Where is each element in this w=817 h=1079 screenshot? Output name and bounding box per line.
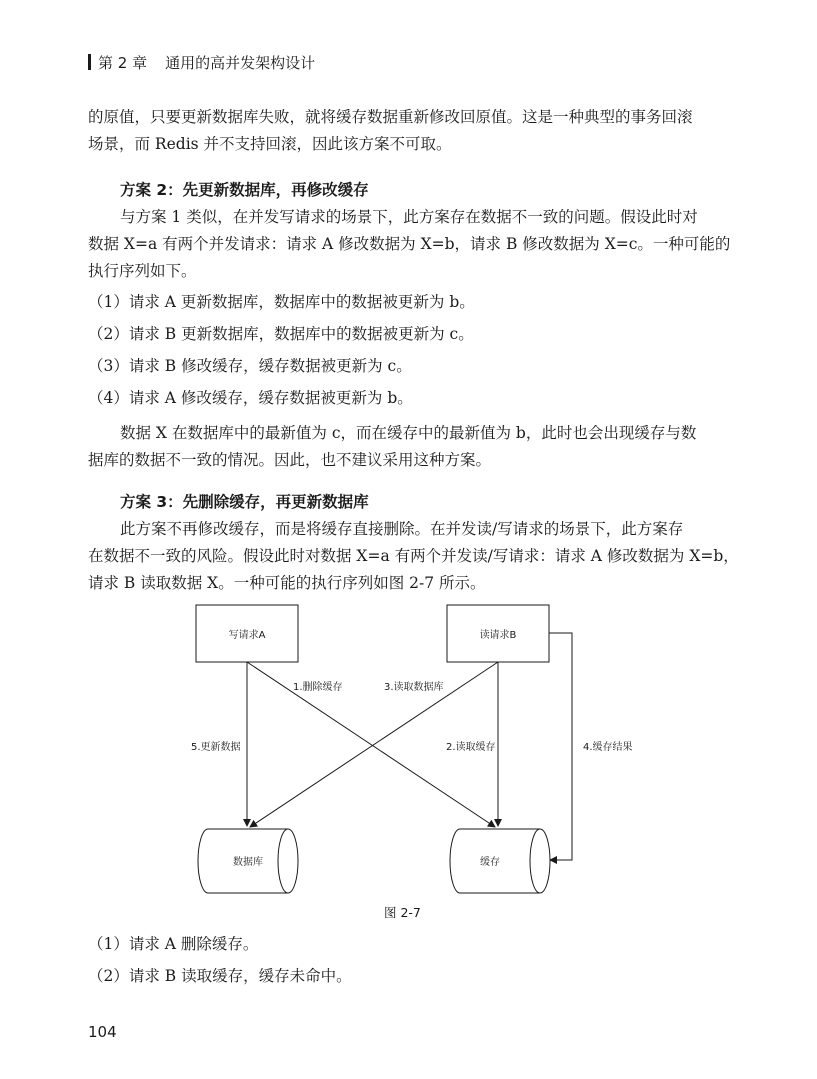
paragraph-line: 此方案不再修改缓存，而是将缓存直接删除。在并发读/写请求的场景下，此方案存 <box>120 520 684 538</box>
write-request-node <box>196 605 298 662</box>
paragraph-line: 与方案 1 类似，在并发写请求的场景下，此方案存在数据不一致的问题。假设此时对 <box>120 208 698 226</box>
list-item: （1）请求 A 更新数据库，数据库中的数据被更新为 b。 <box>88 293 475 311</box>
read-request-node <box>447 605 549 662</box>
paragraph-line: 场景，而 Redis 并不支持回滚，因此该方案不可取。 <box>88 135 452 153</box>
figure-caption: 图 2-7 <box>384 905 421 920</box>
list-item: （4）请求 A 修改缓存，缓存数据被更新为 b。 <box>88 389 413 407</box>
list-item: （2）请求 B 读取缓存，缓存未命中。 <box>88 967 352 985</box>
write-request-label: 写请求A <box>228 630 266 641</box>
database-label: 数据库 <box>233 857 263 868</box>
list-item: （1）请求 A 删除缓存。 <box>88 935 259 953</box>
paragraph-line: 数据 X 在数据库中的最新值为 c，而在缓存中的最新值为 b，此时也会出现缓存与数 <box>120 424 697 442</box>
chapter-number: 第 2 章 <box>98 54 148 72</box>
cache-node <box>450 829 550 893</box>
edge-label-update-data: 5.更新数据 <box>191 742 241 753</box>
paragraph-line: 在数据不一致的风险。假设此时对数据 X=a 有两个并发读/写请求：请求 A 修改数据为 X=b， <box>88 547 739 565</box>
paragraph-line: 据库的数据不一致的情况。因此，也不建议采用这种方案。 <box>88 451 492 469</box>
paragraph-line: 执行序列如下。 <box>88 262 197 280</box>
paragraph-line: 的原值，只要更新数据库失败，就将缓存数据重新修改回原值。这是一种典型的事务回滚 <box>88 108 693 126</box>
edge-label-delete-cache: 1.删除缓存 <box>293 682 343 693</box>
read-request-label: 读请求B <box>479 630 517 641</box>
list-item: （3）请求 B 修改缓存，缓存数据被更新为 c。 <box>88 357 412 375</box>
edge-cache-result <box>549 633 572 860</box>
database-node <box>198 829 298 893</box>
edge-label-cache-result: 4.缓存结果 <box>583 742 633 753</box>
list-item: （2）请求 B 更新数据库，数据库中的数据被更新为 c。 <box>88 325 474 343</box>
paragraph-line: 请求 B 读取数据 X。一种可能的执行序列如图 2-7 所示。 <box>88 574 486 592</box>
cache-label: 缓存 <box>480 857 500 868</box>
paragraph-line: 数据 X=a 有两个并发请求：请求 A 修改数据为 X=b，请求 B 修改数据为 X=c。一种可能的 <box>88 235 731 253</box>
chapter-title: 通用的高并发架构设计 <box>165 54 316 72</box>
edge-label-read-cache: 2.读取缓存 <box>446 742 496 753</box>
edge-label-read-database: 3.读取数据库 <box>384 682 444 693</box>
page-number: 104 <box>88 1023 117 1041</box>
section-heading: 方案 3：先删除缓存，再更新数据库 <box>120 493 369 511</box>
section-heading: 方案 2：先更新数据库，再修改缓存 <box>120 181 369 199</box>
